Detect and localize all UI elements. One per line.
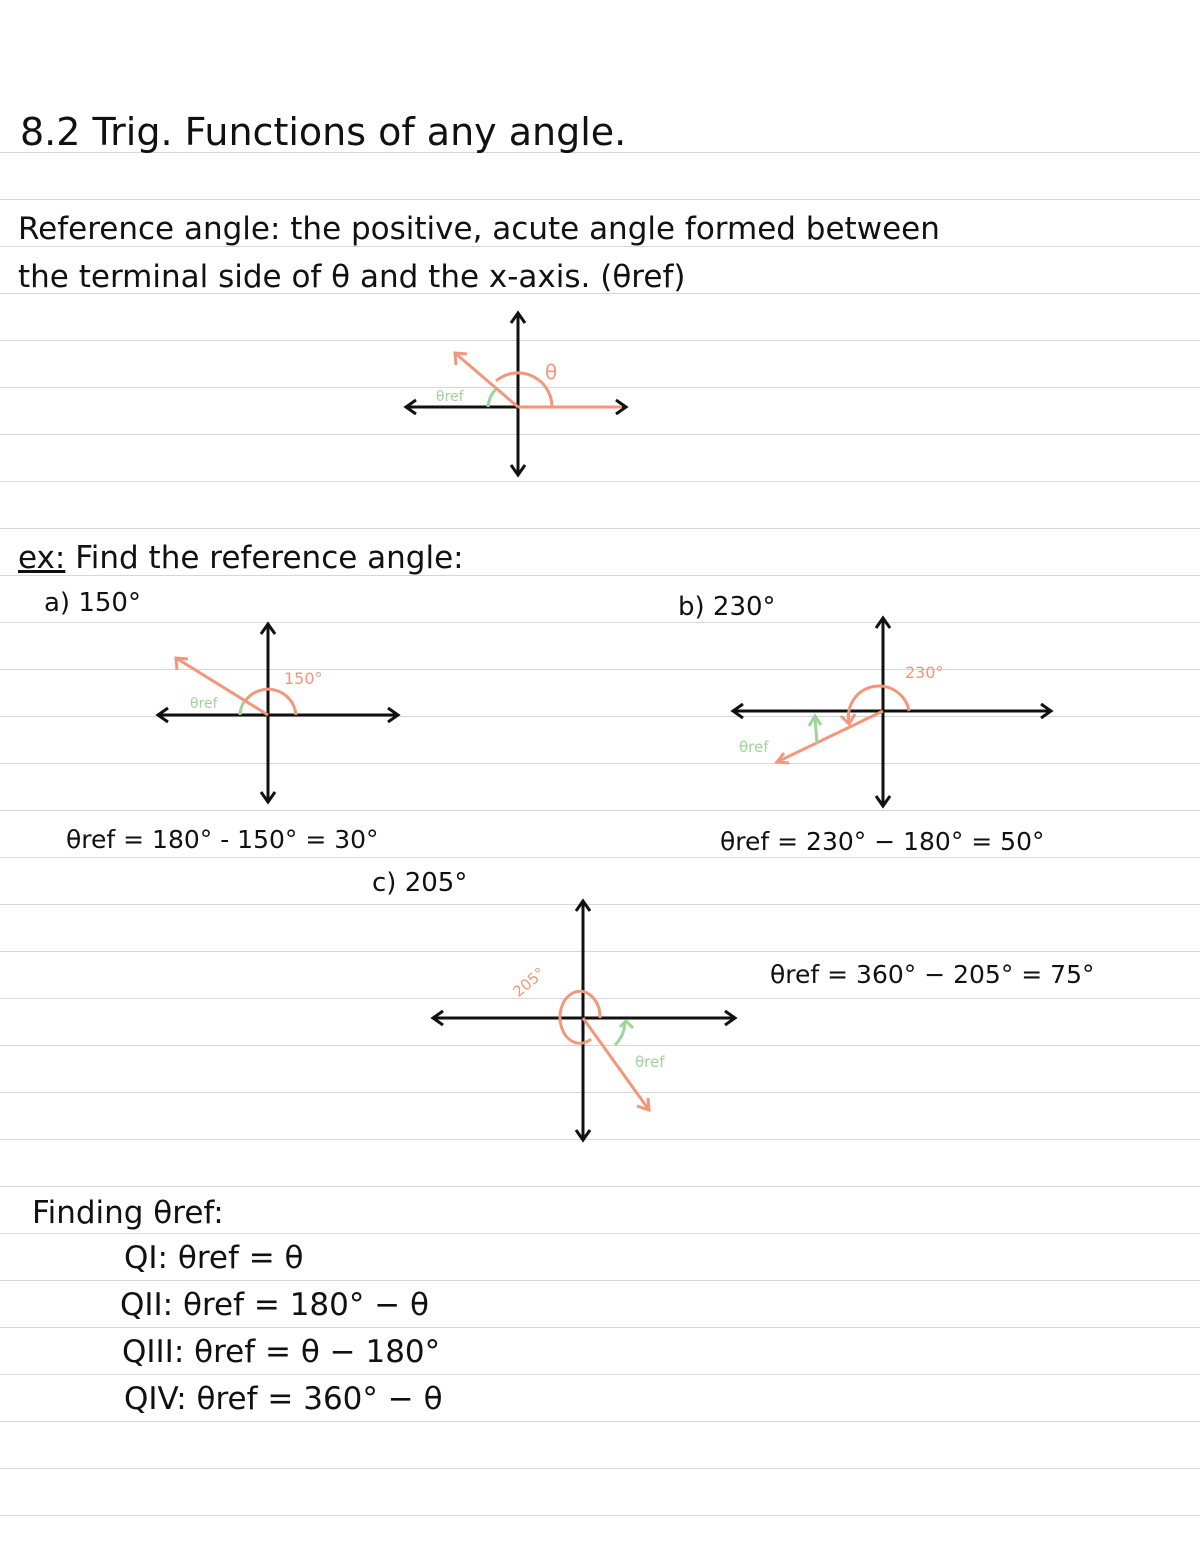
- definition-line-1: Reference angle: the positive, acute angle formed between: [18, 211, 940, 247]
- part-c-formula: θref = 360° − 205° = 75°: [770, 960, 1095, 989]
- part-b-label: b) 230°: [678, 592, 776, 622]
- rule-quadrant-4: [124, 1381, 443, 1417]
- theta-arc: [496, 373, 552, 407]
- definition-line-2: the terminal side of θ and the x-axis. (θref): [18, 259, 686, 295]
- part-a-formula: θref = 180° - 150° = 30°: [66, 825, 379, 854]
- reference-arc: [815, 718, 817, 744]
- angle-label: 150°: [284, 669, 323, 688]
- rule-quadrant-label: QII:: [120, 1287, 174, 1323]
- part-a-diagram: [150, 618, 410, 808]
- ruled-line: [0, 528, 1200, 529]
- reference-angle-label: θref: [739, 738, 769, 756]
- rule-quadrant-2: [120, 1287, 430, 1323]
- ruled-line: [0, 1327, 1200, 1328]
- reference-angle-label: θref: [190, 696, 218, 712]
- ruled-line: [0, 1280, 1200, 1281]
- rule-formula: θref = θ − 180°: [194, 1334, 441, 1370]
- part-b-diagram: [725, 612, 1065, 812]
- rule-quadrant-label: QIII:: [122, 1334, 185, 1370]
- rule-quadrant-1: [124, 1240, 304, 1276]
- definition-angle-diagram: [400, 305, 640, 485]
- reference-angle-label: θref: [635, 1053, 665, 1071]
- angle-label: 205°: [509, 963, 549, 1001]
- page-title: 8.2 Trig. Functions of any angle.: [20, 110, 627, 154]
- theta-label: θ: [545, 360, 558, 384]
- ruled-line: [0, 199, 1200, 200]
- rule-formula: θref = 180° − θ: [183, 1287, 430, 1323]
- rule-quadrant-label: QI:: [124, 1240, 168, 1276]
- part-c-diagram: [425, 895, 750, 1150]
- part-c-label: c) 205°: [372, 868, 468, 898]
- angle-label: 230°: [905, 663, 944, 682]
- example-prompt-text: Find the reference angle:: [75, 540, 464, 576]
- reference-angle-label: θref: [436, 389, 464, 405]
- reference-arc: [240, 702, 244, 715]
- part-a-label: a) 150°: [44, 588, 141, 618]
- ruled-line: [0, 1233, 1200, 1234]
- reference-arc-arrow: [620, 1021, 633, 1028]
- reference-arc: [488, 389, 496, 407]
- ruled-line: [0, 857, 1200, 858]
- terminal-side: [777, 711, 883, 762]
- finding-heading: Finding θref:: [32, 1195, 224, 1231]
- angle-arc: [246, 689, 296, 715]
- part-b-formula: θref = 230° − 180° = 50°: [720, 827, 1045, 856]
- angle-arc: [849, 686, 909, 722]
- terminal-side: [455, 353, 518, 407]
- rule-formula: θref = θ: [177, 1240, 304, 1276]
- rule-quadrant-label: QIV:: [124, 1381, 187, 1417]
- ruled-line: [0, 1468, 1200, 1469]
- ruled-line: [0, 1421, 1200, 1422]
- rule-formula: θref = 360° − θ: [196, 1381, 443, 1417]
- ruled-line: [0, 1186, 1200, 1187]
- example-prefix: ex:: [18, 540, 66, 576]
- rule-quadrant-3: [122, 1334, 441, 1370]
- ruled-line: [0, 1374, 1200, 1375]
- example-prompt: [18, 540, 464, 576]
- ruled-line: [0, 1515, 1200, 1516]
